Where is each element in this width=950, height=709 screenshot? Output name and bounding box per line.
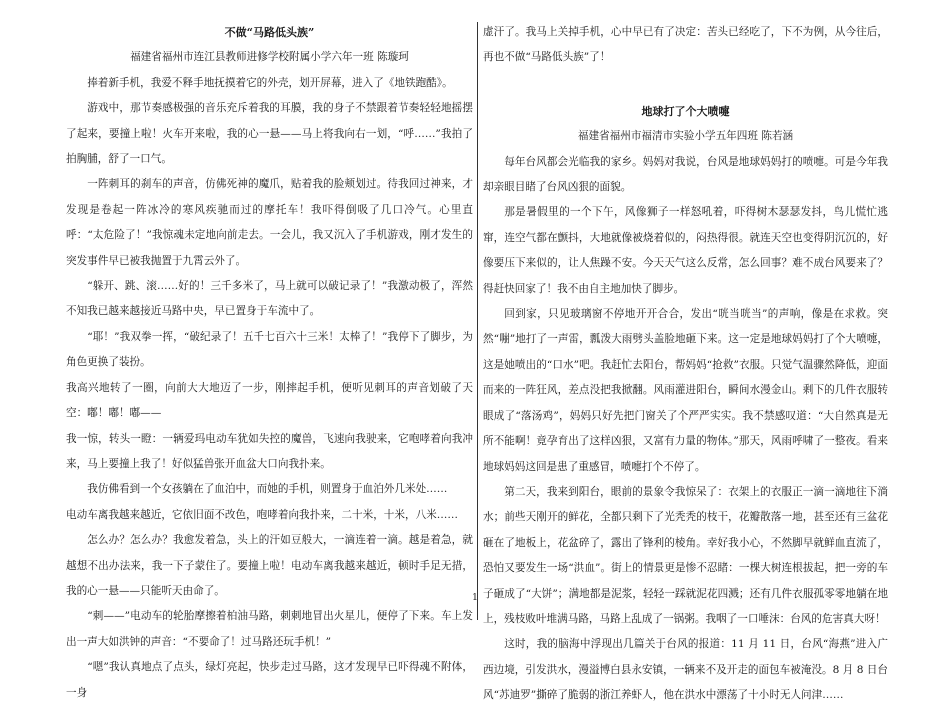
article-author: 福建省福州市连江县教师进修学校附属小学六年一班 陈璇珂: [130, 51, 409, 64]
paragraph: 捧着新手机，我爱不释手地抚摸着它的外壳，划开屏幕，进入了《地铁跑酷》。: [87, 76, 453, 89]
paragraph: 一阵刺耳的刹车的声音，仿佛死神的魔爪，贴着我的脸颊划过。待我回过神来，才发现是卷起一阵冰冷的寒风疾驰而过的摩托车！我吓得倒吸了几口冷气。心里直呼：“太危险了！”我惊魂未定地向前走去。一会儿，我又沉入了手机游戏，刚才发生的突发事件早已被我抛置于九霄云外了。: [66, 178, 473, 267]
paragraph: “刺——”电动车的轮胎摩擦着柏油马路，刺刺地冒出火星儿，便停了下来。车上发出一声大如洪钟的声音：“不要命了！过马路还玩手机！”: [66, 610, 473, 648]
article-title: 不做“马路低头族”: [224, 26, 315, 39]
paragraph: 第二天，我来到阳台，眼前的景象令我惊呆了：衣架上的衣服正一滴一滴地往下淌水；前些天刚开的鲜花，全都只剩下了光秃秃的枝干，花瓣散落一地，甚至还有三盆花砸在了地板上，花盆碎了，露出了锋利的棱角。幸好我小心，不然脚早就鲜血直流了，恐怕又要发生一场“洪血”。街上的情景更是惨不忍睹：一棵大树连根拔起，把一旁的车子砸成了“大饼”；满地都是泥浆，轻轻一踩就泥花四溅；还有几件衣服孤零零地躺在地上，残枝败叶堆满马路，马路上乱成了一锅粥。我咽了一口唾沫：台风的危害真大呀！: [483, 485, 888, 625]
paragraph: 每年台风都会光临我的家乡。妈妈对我说，台风是地球妈妈打的喷嚏。可是今年我却亲眼目睹了台风凶狠的面貌。: [483, 155, 888, 194]
left-column: [66, 20, 473, 706]
paragraph: 我仿佛看到一个女孩躺在了血泊中，而她的手机，则置身于血泊外几米处……: [87, 483, 448, 496]
paragraph: 怎么办？怎么办？我愈发着急，头上的汗如豆般大，一滴连着一滴。越是着急，就越想不出办法来，我一下子蒙住了。要撞上啦！电动车离我越来越近，顿时手足无措，我的心一悬——只能听天由命了。: [66, 534, 473, 597]
paragraph: “耶！”我双拳一挥，“破纪录了！五千七百六十三米！太棒了！”我停下了脚步，为角色更换了装扮。: [66, 330, 473, 369]
page-number: 1: [472, 593, 478, 603]
column-divider: [477, 22, 478, 620]
article-author: 福建省福州市福清市实验小学五年四班 陈若涵: [577, 130, 794, 143]
paragraph: 电动车离我越来越近，它依旧面不改色，咆哮着向我扑来，二十米，十米，八米……: [66, 508, 458, 521]
paragraph: 游戏中，那节奏感极强的音乐充斥着我的耳膜，我的身子不禁跟着节奏轻轻地摇摆了起来，要撞上啦！火车开来啦，我的心一悬——马上将我向右一划，“呼……”我拍了拍胸脯，舒了一口气。: [66, 102, 473, 166]
right-column: [483, 20, 888, 709]
paragraph: 虚汗了。我马上关掉手机，心中早已有了决定：苦头已经吃了，下不为例，从今往后，再也不做“马路低头族”了！: [483, 26, 888, 64]
article-title: 地球打了个大喷嚏: [641, 104, 730, 118]
paragraph: 我一惊，转头一瞪：一辆爱玛电动车犹如失控的魔兽，飞速向我驶来，它咆哮着向我冲来，马上要撞上我了！好似猛兽张开血盆大口向我扑来。: [66, 432, 473, 470]
paragraph: “躲开、跳、滚……好的！三千多米了，马上就可以破记录了！”我激动极了，浑然不知我已越来越接近马路中央，早已置身于车流中了。: [66, 280, 473, 318]
paragraph: 那是暑假里的一个下午，风像狮子一样怒吼着，吓得树木瑟瑟发抖，鸟儿慌忙逃窜，连空气都在颤抖，大地就像被烧着似的，闷热得很。就连天空也变得阴沉沉的，好像要压下来似的，让人焦躁不安。今天天气这么反常，怎么回事？难不成台风要来了？得赶快回家了！我不由自主地加快了脚步。: [483, 206, 888, 295]
paragraph: “嗯”我认真地点了点头，绿灯亮起，快步走过马路，这才发现早已吓得魂不附体，一身: [66, 661, 473, 699]
article-spacer: [483, 71, 888, 99]
paragraph: 回到家，只见玻璃窗不停地开开合合，发出“咣当咣当”的声响，像是在求救。突然“嘣”地打了一声雷，瓢泼大雨劈头盖脸地砸下来。这一定是地球妈妈打了个大喷嚏，这是她喷出的“口水”吧。我赶忙去阳台，帮妈妈“抢救”衣服。只觉气温骤然降低，迎面而来的一阵狂风，差点没把我掀翻。风雨灌进阳台，瞬间水漫金山。剩下的几件衣服转眼成了“落汤鸡”，妈妈只好先把门窗关了个严严实实。我不禁感叹道：“大自然真是无所不能啊！竟孕育出了这样凶狠，又富有力量的物体。”那天，风雨呼啸了一整夜。看来地球妈妈这回是患了重感冒，喷嚏打个不停了。: [483, 308, 888, 473]
paragraph: 我高兴地转了一圈，向前大大地迈了一步，刚摔起手机，便听见刺耳的声音划破了天空：嘟！嘟！嘟——: [66, 381, 473, 420]
paragraph: 这时，我的脑海中浮现出几篇关于台风的报道：11 月 11 日，台风“海燕”进入广西边境，引发洪水，漫溢博白县永安镇，一辆来不及开走的面包车被淹没。8 月 8 日台风“苏迪罗”撕碎了脆弱的浙江养虾人，他在洪水中漂荡了十小时无人问津……: [483, 638, 888, 702]
